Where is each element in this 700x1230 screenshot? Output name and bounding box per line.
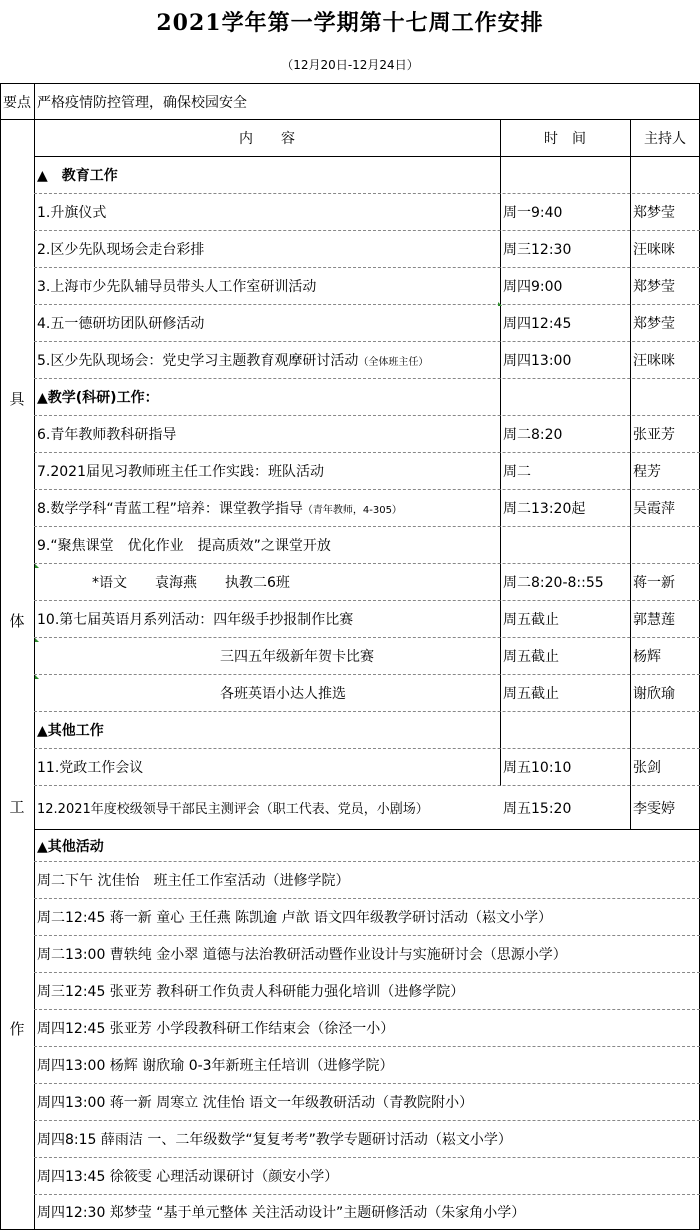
list-item: [34, 1047, 700, 1084]
item-content: 1.升旗仪式: [37, 205, 107, 221]
item-time: 周三12:30: [503, 242, 572, 258]
activity-text: 周四12:45 张亚芳 小学段教科研工作结束会（徐泾一小）: [37, 1021, 395, 1037]
activity-text: 周二13:00 曹轶纯 金小翠 道德与法治教研活动暨作业设计与实施研讨会（思源小学）: [37, 947, 567, 963]
item-host: 郑梦莹: [633, 205, 675, 221]
item-content: 6.青年教师教科研指导: [37, 427, 177, 443]
cell-marker: [35, 638, 39, 642]
item-host: 程芳: [633, 464, 661, 480]
list-item: [34, 973, 700, 1010]
header-time: 时 间: [544, 131, 586, 147]
section-education-row: [34, 157, 700, 194]
table-row: [34, 231, 700, 268]
item-content: [34, 490, 500, 526]
table-row: [34, 416, 700, 453]
table-row: [34, 638, 700, 675]
item-content: 2.区少先队现场会走台彩排: [37, 242, 205, 258]
activity-text: 周四13:00 杨辉 谢欣瑜 0-3年新班主任培训（进修学院）: [37, 1058, 394, 1074]
item-time: 周五截止: [503, 612, 559, 628]
item-host: 汪咪咪: [633, 242, 675, 258]
item-host: 谢欣瑜: [633, 686, 675, 702]
item-content: 12.2021年度校级领导干部民主测评会（职工代表、党员，小剧场）: [37, 802, 429, 817]
item-time: 周五截止: [503, 686, 559, 702]
item-time: [500, 527, 630, 563]
item-time: 周四12:45: [503, 316, 572, 332]
table-row: [34, 194, 700, 231]
table-row: [34, 564, 700, 601]
table-row: [34, 305, 700, 342]
table-row: [34, 453, 700, 490]
item-host: 李雯婷: [633, 800, 675, 817]
table-left-border: [0, 83, 1, 1230]
side-label-char: 具: [9, 390, 25, 408]
list-item: [34, 862, 700, 899]
list-item: [34, 1121, 700, 1158]
activity-text: 周四13:45 徐筱雯 心理活动课研讨（颜安小学）: [37, 1169, 339, 1185]
item-host: 郑梦莹: [633, 316, 675, 332]
item-note: （全体班主任）: [358, 356, 429, 368]
section-other-activities-heading: ▲其他活动: [37, 838, 104, 855]
table-row: [34, 268, 700, 305]
table-row: [34, 601, 700, 638]
table-row: [34, 490, 700, 527]
section-teaching-row: [34, 379, 700, 416]
cell-marker: [498, 302, 502, 306]
table-row: [34, 749, 700, 786]
list-item: [34, 899, 700, 936]
activity-text: 周二12:45 蒋一新 童心 王任燕 陈凯逾 卢歆 语文四年级教学研讨活动（崧文小学）: [37, 910, 553, 926]
item-time: 周二13:20起: [503, 501, 586, 517]
table-row: [34, 675, 700, 712]
item-time: 周五10:10: [503, 760, 572, 776]
section-education-heading: ▲ 教育工作: [37, 168, 118, 184]
item-content: *语文 袁海燕 执教二6班: [92, 575, 290, 591]
item-content: 各班英语小达人推选: [220, 686, 346, 702]
item-host: 郑梦莹: [633, 279, 675, 295]
list-item: [34, 1158, 700, 1195]
section-other-activities-row: [34, 830, 700, 862]
table-header-row: [34, 120, 700, 157]
activity-text: 周三12:45 张亚芳 教科研工作负责人科研能力强化培训（进修学院）: [37, 984, 465, 1000]
item-host: 郭慧莲: [633, 612, 675, 628]
item-time: 周一9:40: [503, 205, 563, 221]
activity-text: 周四12:30 郑梦莹 “基于单元整体 关注活动设计”主题研修活动（朱家角小学）: [37, 1205, 526, 1221]
table-row: [34, 342, 700, 379]
item-host: 杨辉: [633, 649, 661, 665]
item-content: [34, 342, 500, 378]
header-host: 主持人: [644, 131, 686, 147]
item-host: 张亚芳: [633, 427, 675, 443]
date-range: （12月20日-12月24日）: [281, 58, 419, 72]
side-label-char: 体: [9, 612, 25, 630]
item-host: [630, 527, 700, 563]
list-item: [34, 936, 700, 973]
section-other-work-row: [34, 712, 700, 749]
item-time: 周二: [503, 464, 531, 480]
side-label-char: 作: [9, 1020, 25, 1038]
item-content-text: 8.数学学科“青蓝工程”培养：课堂教学指导: [37, 501, 303, 517]
item-content-text: 5.区少先队现场会：党史学习主题教育观摩研讨活动: [37, 353, 359, 369]
item-content: 4.五一德研坊团队研修活动: [37, 316, 205, 332]
list-item: [34, 1195, 700, 1229]
item-content: 11.党政工作会议: [37, 760, 144, 776]
table-row: [34, 527, 700, 564]
key-point-text: 严格疫情防控管理，确保校园安全: [37, 94, 247, 111]
item-host: 吴霞萍: [633, 501, 675, 517]
list-item: [34, 1084, 700, 1121]
item-time: 周四13:00: [503, 353, 572, 369]
item-host: 汪咪咪: [633, 353, 675, 369]
item-content: 三四五年级新年贺卡比赛: [220, 649, 374, 665]
list-item: [34, 1010, 700, 1047]
item-host: 蒋一新: [633, 575, 675, 591]
item-time: 周五截止: [503, 649, 559, 665]
key-point-label: 要点: [3, 94, 31, 111]
cell-marker: [35, 675, 39, 679]
section-other-work-heading: ▲其他工作: [37, 723, 104, 739]
item-time: 周四9:00: [503, 279, 563, 295]
item-content: 7.2021届见习教师班主任工作实践：班队活动: [37, 464, 324, 480]
item-content: 10.第七届英语月系列活动：四年级手抄报制作比赛: [37, 612, 354, 628]
item-time: 周二8:20-8::55: [503, 575, 604, 591]
activity-text: 周四8:15 薛雨洁 一、二年级数学“复复考考”教学专题研讨活动（崧文小学）: [37, 1132, 512, 1148]
item-time: 周五15:20: [500, 786, 630, 829]
activity-text: 周四13:00 蒋一新 周寒立 沈佳怡 语文一年级教研活动（青教院附小）: [37, 1095, 474, 1111]
item-time: 周二8:20: [503, 427, 563, 443]
header-content: 内 容: [239, 131, 295, 147]
item-content: 9.“聚焦课堂 优化作业 提高质效”之课堂开放: [37, 538, 331, 554]
section-teaching-heading: ▲教学(科研)工作：: [37, 390, 159, 406]
item-note: （青年教师，4-305）: [302, 504, 402, 516]
item-content: 3.上海市少先队辅导员带头人工作室研训活动: [37, 279, 317, 295]
cell-marker: [35, 564, 39, 568]
table-row: [34, 786, 700, 830]
item-host: 张剑: [633, 760, 661, 776]
side-label-char: 工: [9, 798, 25, 816]
activity-text: 周二下午 沈佳怡 班主任工作室活动（进修学院）: [37, 873, 350, 889]
page-title: 2021学年第一学期第十七周工作安排: [156, 10, 544, 36]
